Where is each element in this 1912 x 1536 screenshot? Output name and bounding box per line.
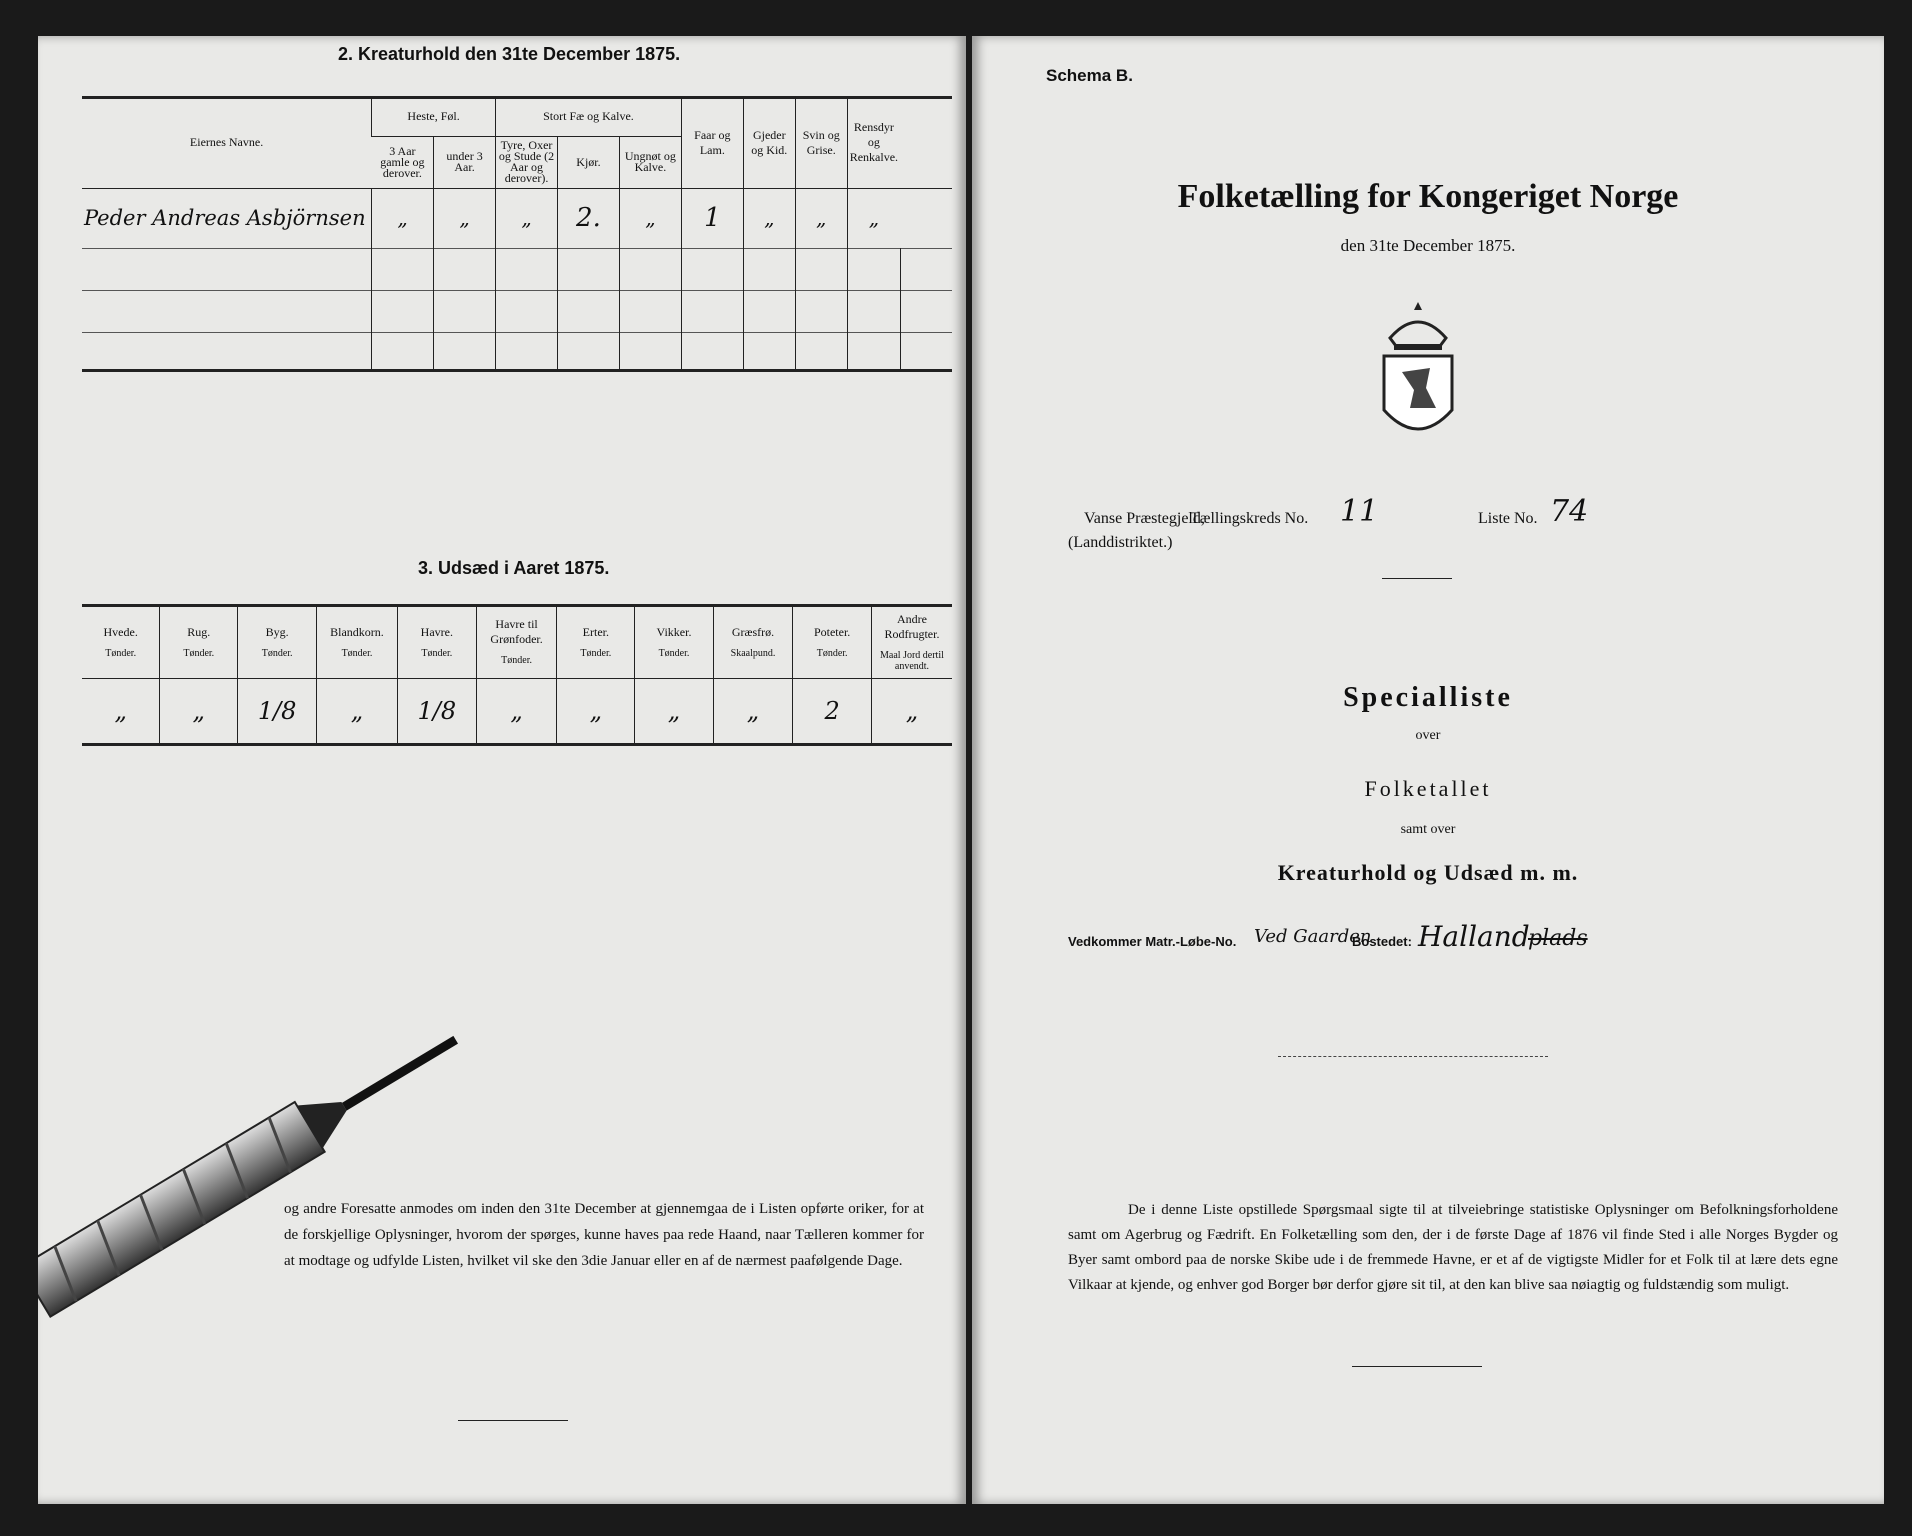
bostedet-label: Bostedet:: [1352, 934, 1412, 949]
kreaturhold-label: Kreaturhold og Udsæd m. m.: [1277, 860, 1579, 885]
cell-rensdyr: „: [847, 188, 900, 248]
seed-header-unit: Tønder.: [341, 647, 373, 659]
seed-header-name: Poteter.: [813, 624, 851, 639]
schema-label: Schema B.: [1046, 66, 1133, 85]
seed-header-name: Rug.: [187, 624, 211, 639]
seed-header-name: Hvede.: [103, 624, 138, 639]
vedkommer-label: Vedkommer Matr.-Løbe-No.: [1068, 934, 1237, 949]
seed-header: [635, 606, 713, 678]
district-label: Tællingskreds No.: [1190, 510, 1309, 527]
seed-header: [476, 606, 557, 678]
list-label: Liste No.: [1478, 510, 1538, 527]
table-row: [82, 332, 952, 370]
divider: [1382, 578, 1452, 579]
folketallet-label: Folketallet: [1364, 776, 1492, 801]
cell-kjor: 2.: [558, 188, 620, 248]
bostedet-handwritten: Halland: [1418, 920, 1530, 953]
seed-value: 2: [793, 678, 872, 744]
cell-faar: 1: [681, 188, 743, 248]
seed-header-name: Vikker.: [656, 624, 692, 639]
left-page: [38, 36, 966, 1504]
district-number: 11: [1340, 494, 1379, 529]
seed-header: [317, 606, 398, 678]
seed-header: [397, 606, 476, 678]
seed-header-name: Blandkorn.: [330, 624, 384, 639]
vedkommer-handwritten: Ved Gaarden: [1254, 926, 1372, 947]
rural-label: (Landdistriktet.): [1068, 534, 1173, 551]
seed-header-name: Andre Rodfrugter.: [884, 611, 940, 641]
header-svin: Svin og Grise.: [795, 98, 847, 188]
divider: [458, 1420, 568, 1421]
livestock-table: [82, 98, 952, 372]
seed-value: 1/8: [238, 678, 317, 744]
seed-header-unit: Tønder.: [261, 647, 293, 659]
cell-tyre: „: [496, 188, 558, 248]
seed-header: [238, 606, 317, 678]
bostedet-struck: plads: [1528, 926, 1588, 951]
seed-value: „: [871, 678, 952, 744]
seed-value: „: [635, 678, 713, 744]
seed-value: 1/8: [397, 678, 476, 744]
seed-header: [160, 606, 238, 678]
seed-value: „: [317, 678, 398, 744]
seed-header-name: Havre.: [420, 624, 453, 639]
title-date: den 31te December 1875.: [1340, 236, 1516, 255]
footer-text: De i denne Liste opstillede Spørgsmaal sigte til at tilveiebringe statistiske Oplysninger om Befolkningsforholdene samt om Agerbrug og Fædrift. En Folketælling som den, der i de første Dage af 1876 vil finde Sted i alle Norges Bygder og Byer samt ombord paa de norske Skibe ude i de fremmede Havne, er et af de vigtigste Midler for et Folk til at lære dets egne Vilkaar at kjende, og enhver god Borger bør derfor gjøre sit til, at den kan blive saa nøiagtig og fuldstændig som muligt.: [1068, 1202, 1838, 1293]
seed-header-unit: Tønder.: [501, 655, 532, 667]
cell-ungnot: „: [619, 188, 681, 248]
header-faar: Faar og Lam.: [681, 98, 743, 188]
cell-heste-under3: „: [434, 188, 496, 248]
table-row: [82, 248, 952, 290]
cell-svin: „: [795, 188, 847, 248]
seed-header-unit: Maal Jord dertil anvendt.: [880, 649, 944, 672]
seed-header: [713, 606, 793, 678]
specialliste-title: Specialliste: [1343, 682, 1513, 713]
divider: [1352, 1366, 1482, 1367]
coat-of-arms-icon: [1370, 298, 1466, 448]
seed-header: [871, 606, 952, 678]
instruction-text: og andre Foresatte anmodes om inden den 31te December at gjennemgaa de i Listen opførte oriker, for at de forskjellige Oplysninger, hvorom der spørges, kunne haves paa rede Haand, naar Tælleren kommer for at modtage og udfylde Listen, hvilket vil ske den 3die Januar eller en af de nærmest paafølgende Dage.: [284, 1201, 924, 1269]
parish-label: Vanse Præstegjeld,: [1084, 510, 1205, 527]
seed-header-name: Havre til Grønfoder.: [490, 617, 543, 647]
seed-header: [793, 606, 872, 678]
header-heste-3aar: 3 Aar gamle og derover.: [380, 143, 425, 180]
samt-over-label: samt over: [1400, 822, 1456, 837]
seed-header-unit: Skaalpund.: [730, 647, 776, 659]
header-stortfae: Stort Fæ og Kalve.: [496, 98, 682, 136]
seed-header-name: Græsfrø.: [731, 624, 775, 639]
seed-header: [557, 606, 635, 678]
cell-gjeder: „: [743, 188, 795, 248]
owner-name: Peder Andreas Asbjörnsen: [84, 206, 366, 230]
seed-header-unit: Tønder.: [658, 647, 690, 659]
seed-header-unit: Tønder.: [816, 647, 848, 659]
seed-header-name: Byg.: [265, 624, 289, 639]
seed-header-unit: Tønder.: [421, 647, 453, 659]
seed-value: „: [160, 678, 238, 744]
seed-value: „: [713, 678, 793, 744]
seed-header-unit: Tønder.: [105, 647, 137, 659]
list-number: 74: [1550, 494, 1589, 529]
page-title: Folketælling for Kongeriget Norge: [1177, 178, 1679, 215]
seed-header-unit: Tønder.: [580, 647, 612, 659]
seed-value: „: [557, 678, 635, 744]
header-tyre: Tyre, Oxer og Stude (2 Aar og derover).: [496, 136, 558, 188]
table-row: [82, 678, 952, 744]
seed-header-unit: Tønder.: [183, 647, 215, 659]
seed-table: [82, 606, 952, 746]
seed-header: [82, 606, 160, 678]
table-row: [82, 290, 952, 332]
header-kjor: Kjør.: [558, 136, 620, 188]
seed-value: „: [476, 678, 557, 744]
divider: [1278, 1056, 1548, 1057]
header-owner: Eiernes Navne.: [189, 135, 264, 150]
over-label: over: [1415, 728, 1441, 743]
seed-header-name: Erter.: [582, 624, 609, 639]
header-gjeder: Gjeder og Kid.: [743, 98, 795, 188]
pen-image: [38, 996, 478, 1326]
cell-heste-3aar: „: [372, 188, 434, 248]
table-row: [82, 188, 952, 248]
seed-value: „: [114, 696, 127, 725]
right-page: [972, 36, 1884, 1504]
section3-title: 3. Udsæd i Aaret 1875.: [418, 558, 610, 578]
section2-title: 2. Kreaturhold den 31te December 1875.: [338, 44, 681, 64]
header-ungnot: Ungnøt og Kalve.: [619, 136, 681, 188]
header-rensdyr: Rensdyr og Renkalve.: [847, 98, 900, 188]
header-heste: Heste, Føl.: [372, 98, 496, 136]
header-heste-under3: under 3 Aar.: [434, 136, 496, 188]
